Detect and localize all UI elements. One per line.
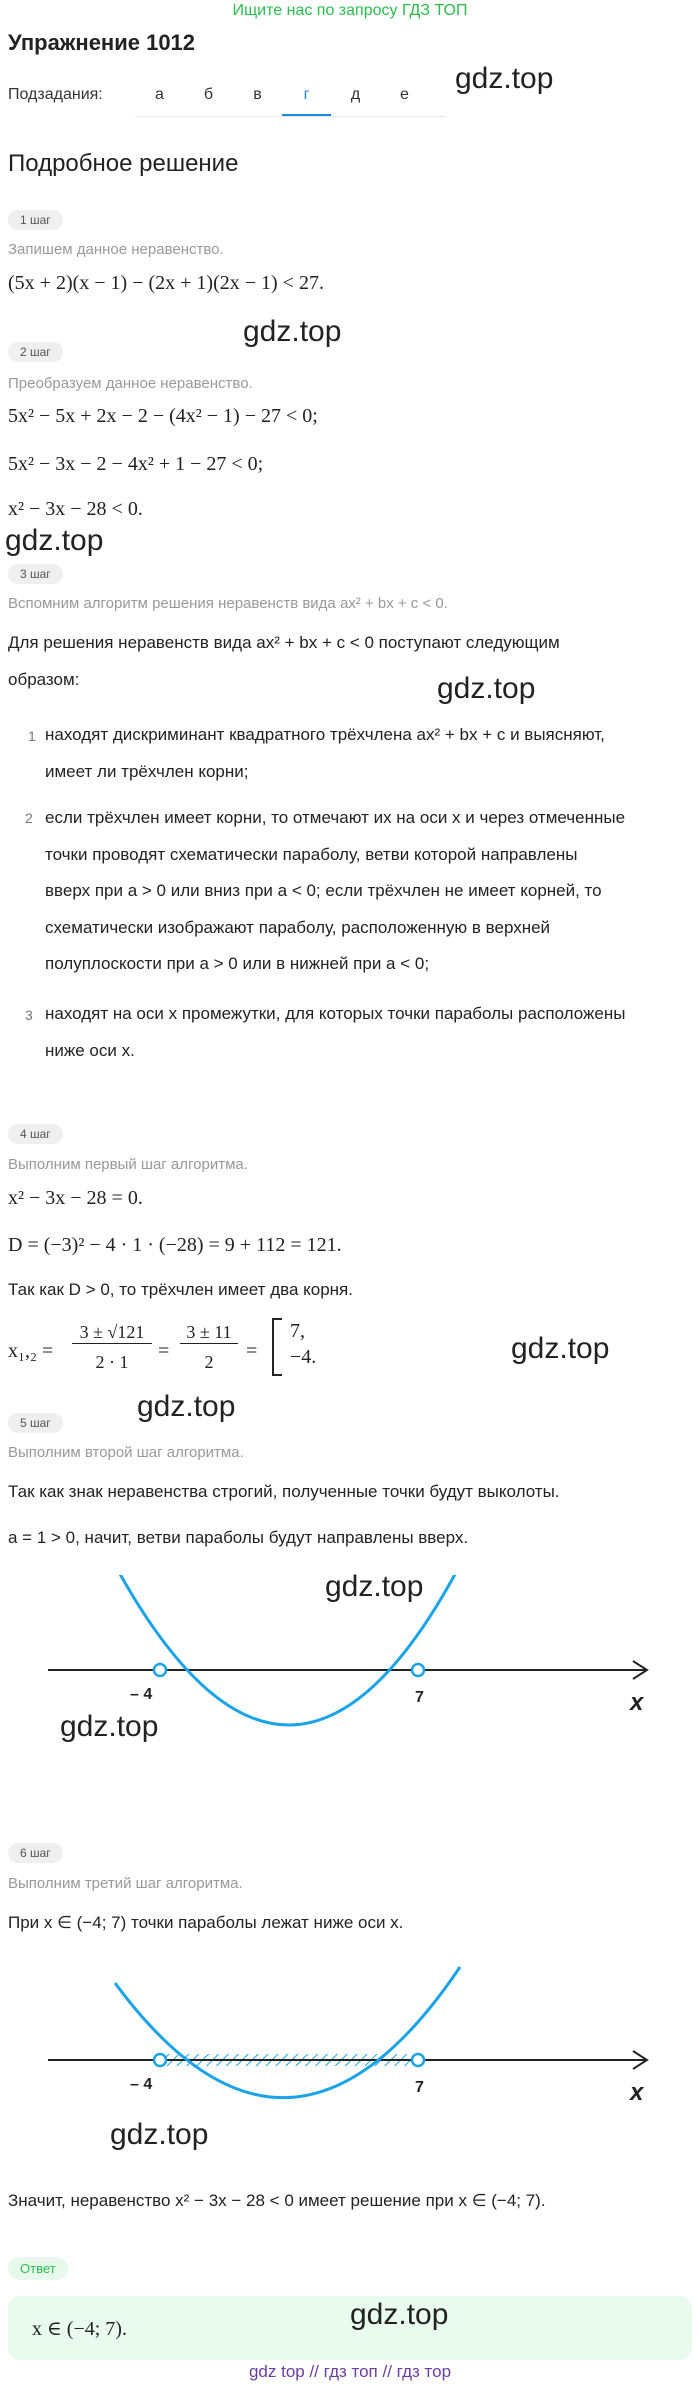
tick-label: – 4: [130, 2076, 153, 2093]
watermark: gdz.top: [455, 62, 554, 95]
watermark: gdz.top: [60, 1710, 159, 1743]
math-line: 5x² − 5x + 2x − 2 − (4x² − 1) − 27 < 0;: [8, 405, 318, 427]
math-line: 5x² − 3x − 2 − 4x² + 1 − 27 < 0;: [8, 453, 264, 475]
math-line: x² − 3x − 28 = 0.: [8, 1187, 143, 1209]
watermark: gdz.top: [243, 315, 342, 348]
list-item-line: схематически изображают параболу, расположенную в верхней: [45, 918, 551, 937]
tab-e[interactable]: е: [400, 86, 409, 103]
root-value: 7,: [290, 1320, 305, 1342]
promo-banner[interactable]: Ищите нас по запросу ГДЗ ТОП: [232, 2, 468, 19]
tab-b[interactable]: б: [203, 86, 214, 103]
page-title: Упражнение 1012: [8, 30, 196, 55]
paragraph-line: Значит, неравенство x² − 3x − 28 < 0 имеет решение при x ∈ (−4; 7).: [8, 2191, 546, 2210]
answer-value: x ∈ (−4; 7).: [32, 2318, 127, 2340]
math-roots-lhs: x₁,₂ =: [8, 1340, 54, 1362]
paragraph-line: Так как D > 0, то трёхчлен имеет два корня.: [8, 1280, 353, 1299]
math-line: x² − 3x − 28 < 0.: [8, 498, 143, 520]
paragraph-line: Так как знак неравенства строгий, полученные точки будут выколоты.: [8, 1482, 560, 1501]
tabs-divider: [135, 116, 445, 117]
list-item-line: имеет ли трёхчлен корни;: [45, 762, 249, 781]
watermark: gdz.top: [511, 1332, 610, 1365]
paragraph-line: При x ∈ (−4; 7) точки параболы лежат ниже оси x.: [8, 1913, 404, 1932]
tab-d[interactable]: д: [350, 86, 361, 103]
tick-label: 7: [415, 1689, 424, 1706]
list-number: 1: [28, 728, 36, 744]
bracket-icon: [272, 1318, 282, 1376]
paragraph-line: a = 1 > 0, начит, ветви параболы будут направлены вверх.: [8, 1528, 469, 1547]
root-point-left: [154, 2054, 166, 2066]
axis-label: x: [630, 2079, 644, 2106]
subtask-tabs: [135, 74, 429, 116]
paragraph-line: Для решения неравенств вида ax² + bx + c < 0 поступают следующим: [8, 633, 560, 652]
step-badge: 3 шаг: [8, 564, 63, 584]
step-badge: 6 шаг: [8, 1843, 63, 1863]
parabola-curve: [115, 1967, 460, 2098]
math-equals: =: [158, 1340, 170, 1362]
list-item-line: полуплоскости при a > 0 или в нижней при a < 0;: [45, 954, 430, 973]
subtasks-label: Подзадания:: [8, 86, 103, 103]
step-badge: 2 шаг: [8, 342, 63, 362]
root-point-right: [412, 1664, 424, 1676]
axis-label: x: [630, 1689, 644, 1716]
watermark: gdz.top: [110, 2118, 209, 2151]
root-value: −4.: [290, 1346, 317, 1368]
fraction-numerator: 3 ± 11: [180, 1322, 238, 1344]
list-item-line: ниже оси x.: [45, 1041, 135, 1060]
math-line: D = (−3)² − 4 · 1 · (−28) = 9 + 112 = 121.: [8, 1234, 342, 1256]
tab-v[interactable]: в: [253, 86, 262, 103]
watermark: gdz.top: [350, 2298, 449, 2331]
math-line: (5x + 2)(x − 1) − (2x + 1)(2x − 1) < 27.: [8, 272, 324, 294]
root-point-right: [412, 2054, 424, 2066]
fraction-numerator: 3 ± √121: [72, 1322, 152, 1344]
step-note: Выполним третий шаг алгоритма.: [8, 1875, 243, 1892]
step-note: Выполним второй шаг алгоритма.: [8, 1444, 244, 1461]
list-number: 3: [25, 1007, 33, 1023]
tab-g[interactable]: г: [282, 74, 331, 116]
fraction-denominator: 2 · 1: [95, 1352, 129, 1372]
step-badge: 1 шаг: [8, 210, 63, 230]
tick-label: – 4: [130, 1686, 153, 1703]
list-number: 2: [25, 810, 33, 826]
step-badge: 5 шаг: [8, 1413, 63, 1433]
solution-heading: Подробное решение: [8, 150, 239, 177]
list-item-line: точки проводят схематически параболу, ветви которой направлены: [45, 845, 578, 864]
answer-label: Ответ: [8, 2257, 68, 2280]
tab-a[interactable]: а: [155, 86, 164, 103]
list-item-line: находят на оси x промежутки, для которых точки параболы расположены: [45, 1004, 626, 1023]
watermark: gdz.top: [325, 1570, 424, 1603]
step-note: Запишем данное неравенство.: [8, 241, 224, 258]
fraction-denominator: 2: [204, 1352, 214, 1372]
tick-label: 7: [415, 2079, 424, 2096]
solution-graph: [0, 1965, 700, 2150]
list-item-line: если трёхчлен имеет корни, то отмечают их на оси x и через отмеченные: [45, 808, 626, 827]
watermark: gdz.top: [5, 524, 104, 557]
step-note: Преобразуем данное неравенство.: [8, 375, 253, 392]
watermark: gdz.top: [437, 672, 536, 705]
math-equals: =: [246, 1340, 258, 1362]
step-badge: 4 шаг: [8, 1124, 63, 1144]
list-item-line: находят дискриминант квадратного трёхчлена ax² + bx + c и выясняют,: [45, 725, 605, 744]
paragraph-line: образом:: [8, 670, 80, 689]
root-point-left: [154, 1664, 166, 1676]
footer-links[interactable]: gdz top // гдз топ // гдз тор: [248, 2362, 452, 2381]
step-note: Выполним первый шаг алгоритма.: [8, 1156, 248, 1173]
watermark: gdz.top: [137, 1390, 236, 1423]
step-note: Вспомним алгоритм решения неравенств вида ax² + bx + c < 0.: [8, 595, 448, 612]
list-item-line: вверх при a > 0 или вниз при a < 0; если трёхчлен не имеет корней, то: [45, 881, 602, 900]
